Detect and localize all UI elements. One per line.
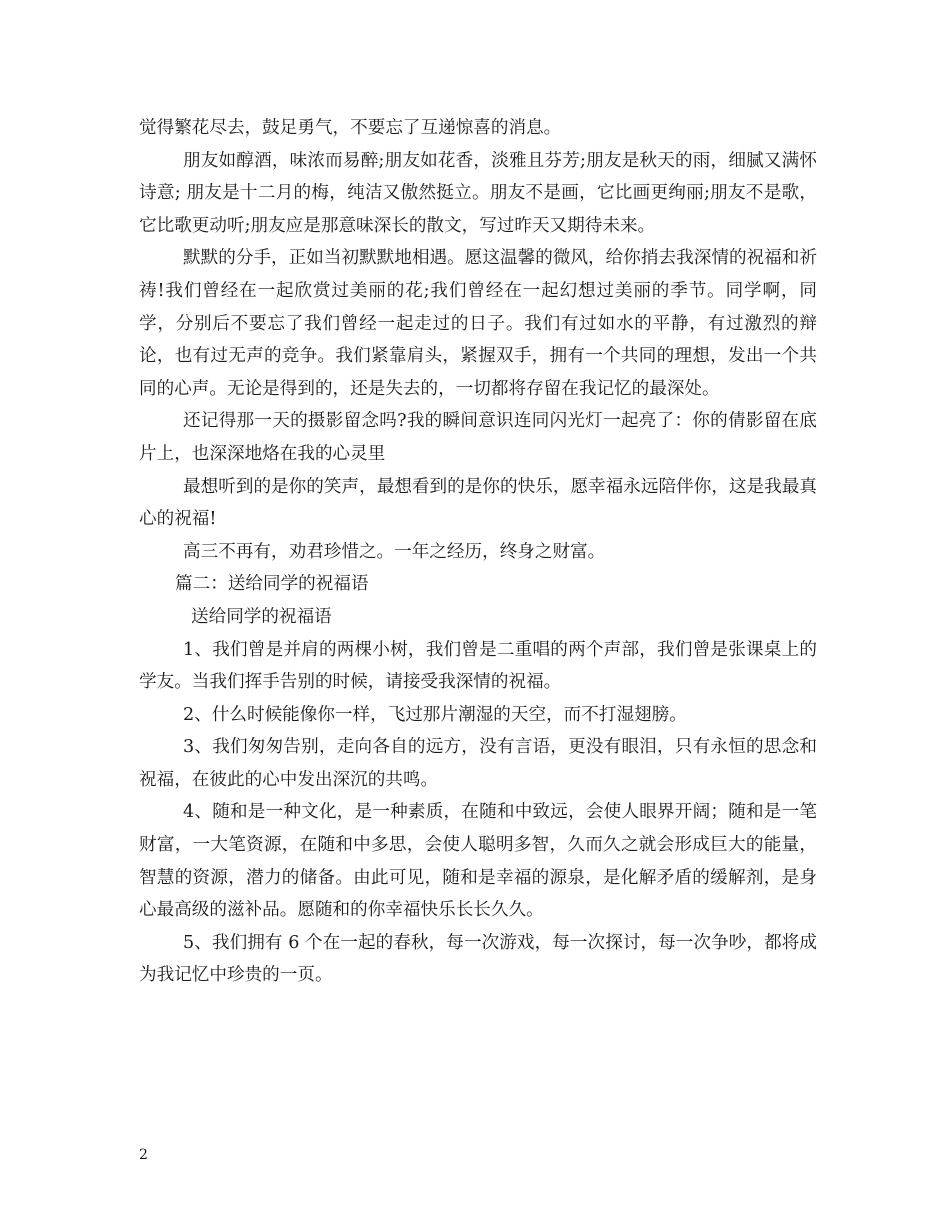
paragraph-friendship: 朋友如醇酒，味浓而易醉;朋友如花香，淡雅且芬芳;朋友是秋天的雨，细腻又满怀诗意; 朋友是十二月的梅，纯洁又傲然挺立。朋友不是画，它比画更绚丽;朋友不是歌，它比歌更动听;朋友应是那意味深长的散文，写过昨天又期待未来。 [139, 150, 817, 236]
list-item-4: 4、随和是一种文化，是一种素质，在随和中致远，会使人眼界开阔；随和是一笔财富，一大笔资源，在随和中多思，会使人聪明多智，久而久之就会形成巨大的能量，智慧的资源，潜力的储备。由此可见，随和是幸福的源泉，是化解矛盾的缓解剂，是身心最高级的滋补品。愿随和的你幸福快乐长长久久。 [139, 802, 817, 921]
list-item-3: 3、我们匆匆告别，走向各自的远方，没有言语，更没有眼泪，只有永恒的思念和祝福，在彼此的心中发出深沉的共鸣。 [139, 737, 817, 790]
list-item-1: 1、我们曾是并肩的两棵小树，我们曾是二重唱的两个声部，我们曾是张课桌上的学友。当我们挥手告别的时候，请接受我深情的祝福。 [139, 639, 817, 693]
paragraph-continuation: 觉得繁花尽去，鼓足勇气，不要忘了互递惊喜的消息。 [139, 118, 562, 138]
section-heading: 篇二：送给同学的祝福语 [175, 574, 369, 595]
page-number: 2 [139, 1147, 148, 1163]
section-subheading: 送给同学的祝福语 [191, 606, 332, 627]
paragraph-best-wishes: 最想听到的是你的笑声，最想看到的是你的快乐，愿幸福永远陪伴你，这是我最真心的祝福! [139, 476, 817, 530]
list-item-5: 5、我们拥有 6 个在一起的春秋，每一次游戏，每一次探讨，每一次争吵，都将成为我记忆中珍贵的一页。 [139, 932, 817, 986]
list-item-2: 2、什么时候能像你一样，飞过那片潮湿的天空，而不打湿翅膀。 [183, 704, 687, 725]
paragraph-farewell: 默默的分手，正如当初默默地相遇。愿这温馨的微风，给你捎去我深情的祝福和祈祷!我们曾经在一起欣赏过美丽的花;我们曾经在一起幻想过美丽的季节。同学啊，同学，分别后不要忘了我们曾经一起走过的日子。我们有过如水的平静，有过激烈的辩论，也有过无声的竞争。我们紧靠肩头，紧握双手，拥有一个共同的理想，发出一个共同的心声。无论是得到的，还是失去的，一切都将存留在我记忆的最深处。 [139, 248, 817, 399]
paragraph-senior-year: 高三不再有，劝君珍惜之。一年之经历，终身之财富。 [183, 541, 606, 562]
document-body [139, 112, 817, 992]
paragraph-photo-memory: 还记得那一天的摄影留念吗?我的瞬间意识连同闪光灯一起亮了：你的倩影留在底片上，也深深地烙在我的心灵里 [139, 411, 817, 464]
